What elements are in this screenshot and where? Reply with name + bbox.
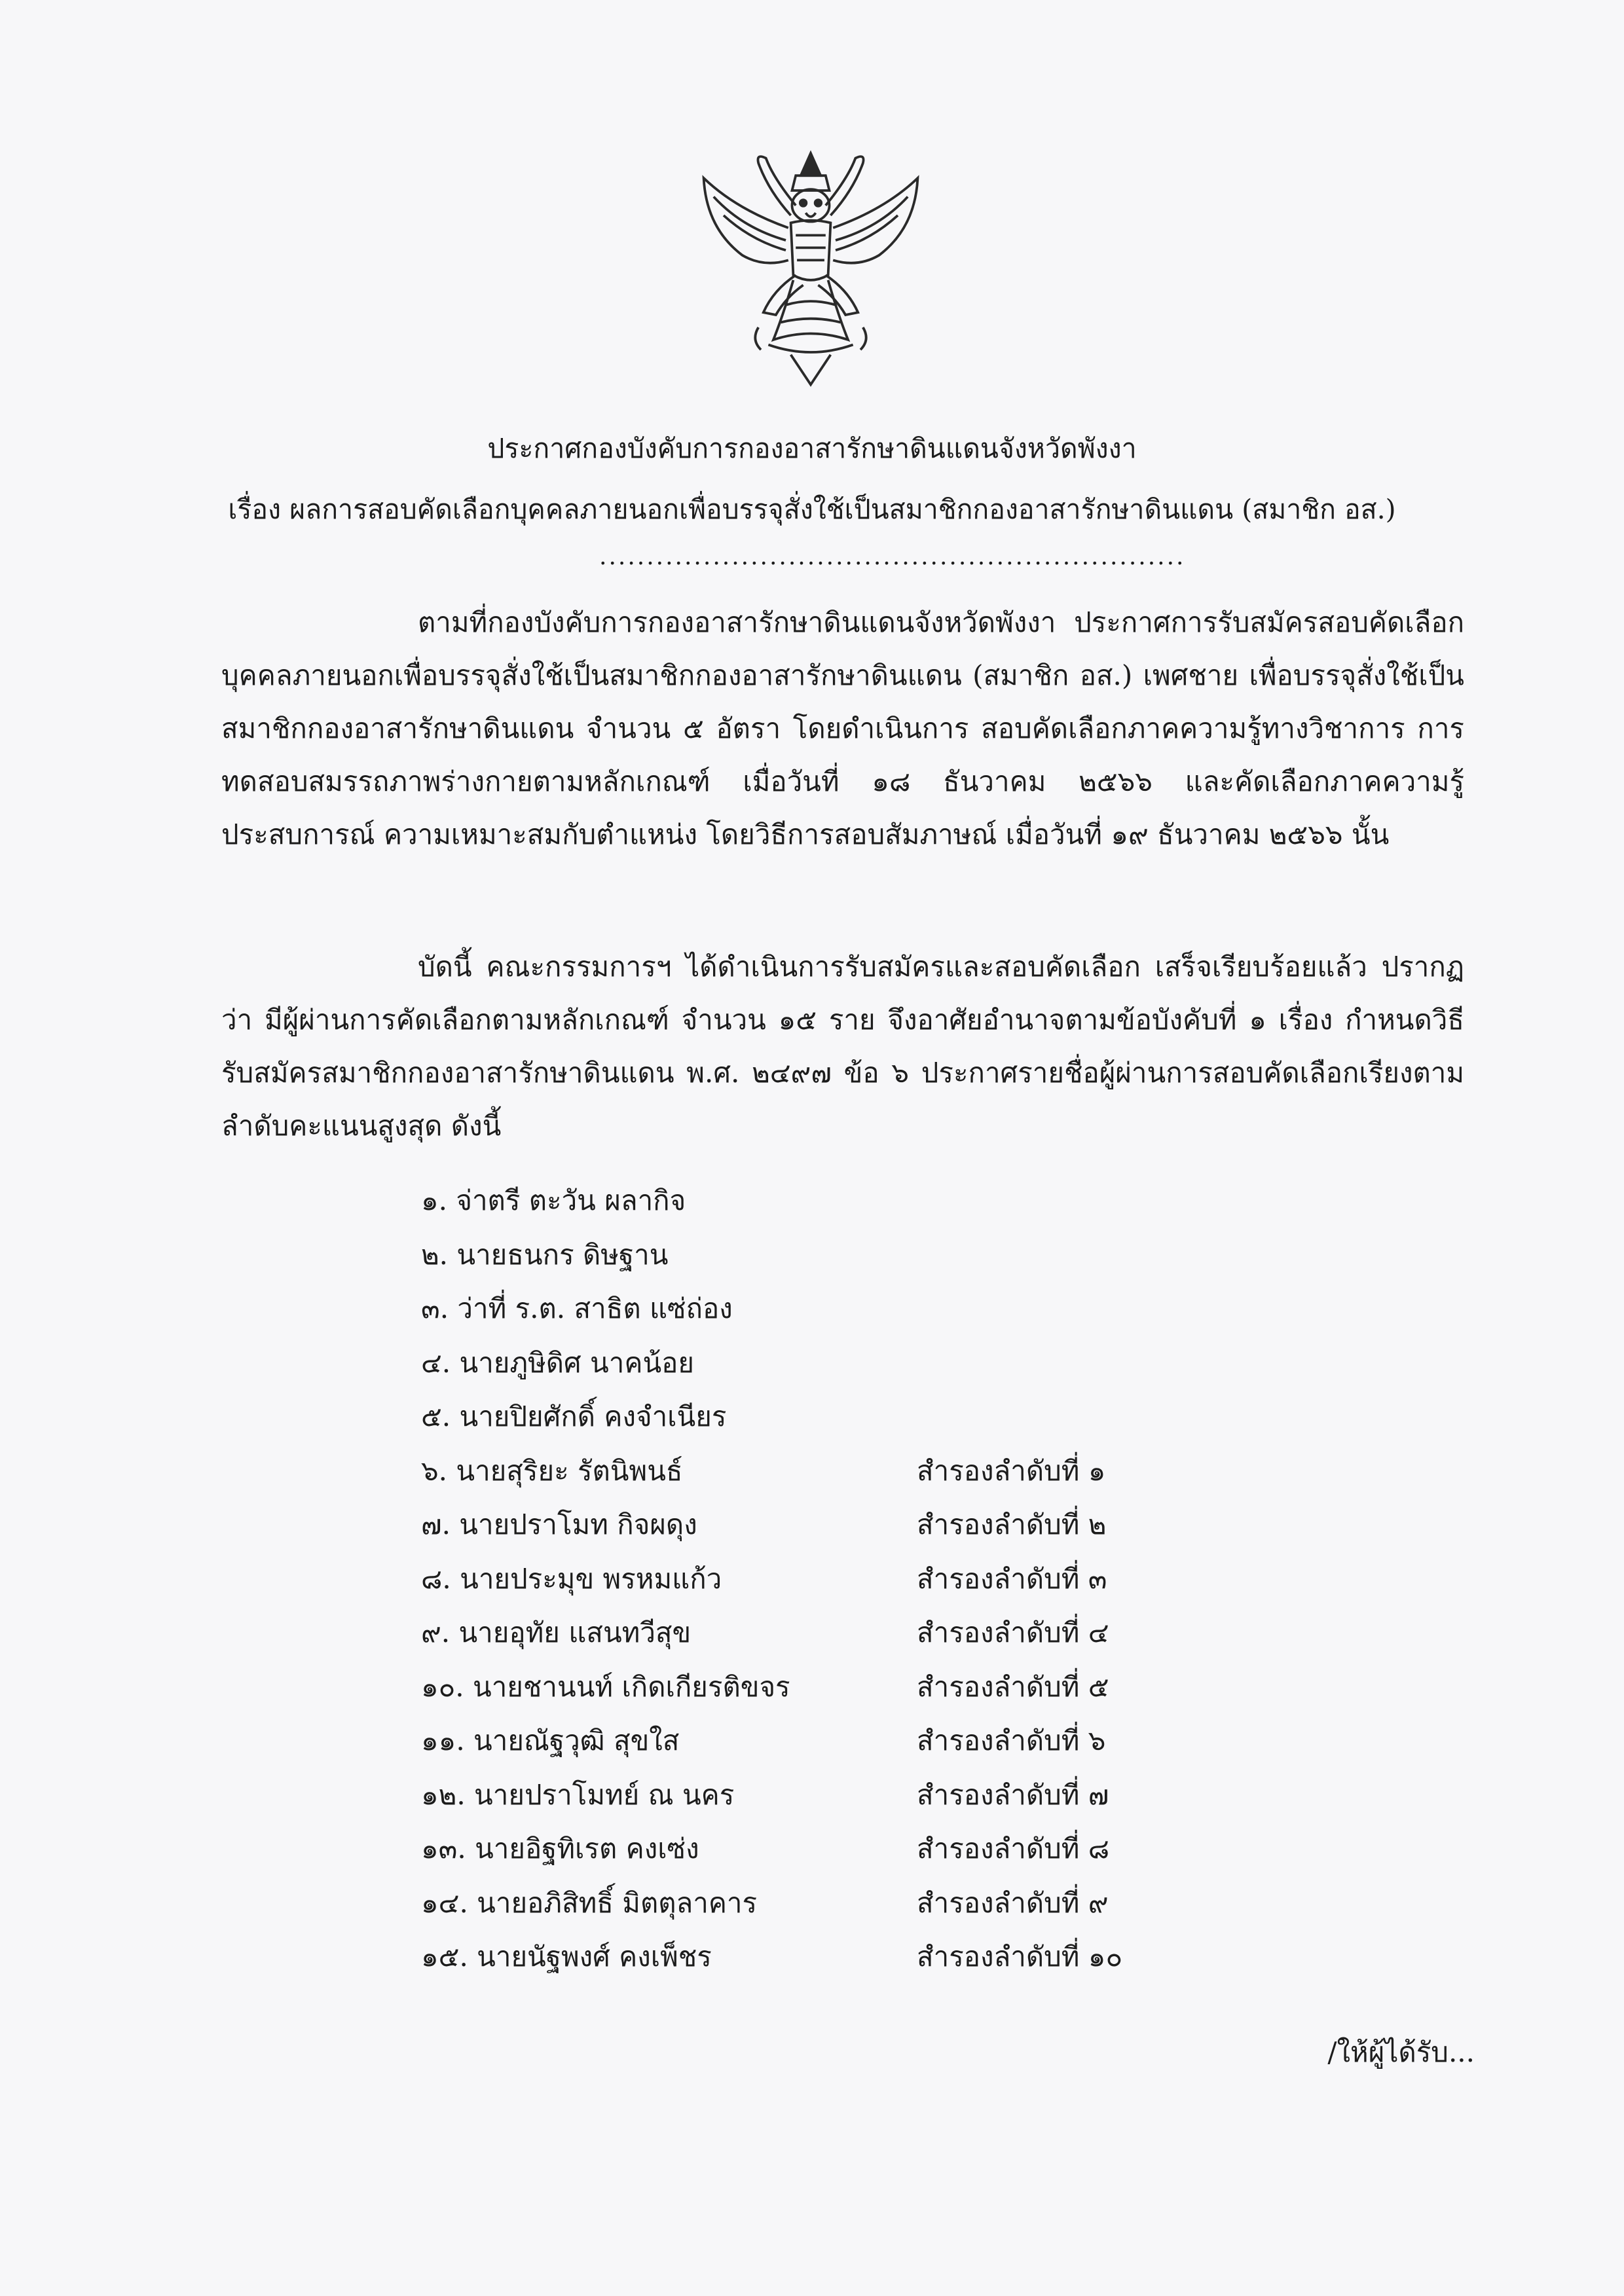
reserve-rank: สำรองลำดับที่ ๑ [917, 1454, 1106, 1487]
candidate-name: ๕. นายปิยศักดิ์ คงจำเนียร [421, 1400, 727, 1432]
candidate-name: ๑๓. นายอิฐทิเรต คงเซ่ง [421, 1832, 699, 1865]
candidate-name: ๙. นายอุทัย แสนทวีสุข [421, 1616, 692, 1649]
list-item [421, 1286, 1207, 1340]
list-item [421, 1502, 1207, 1556]
paragraph-background: ตามที่กองบังคับการกองอาสารักษาดินแดนจังหวัดพังงา ประกาศการรับสมัครสอบคัดเลือกบุคคลภายนอกเพื่อบรรจุสั่งใช้เป็นสมาชิกกองอาสารักษาดินแดน (สมาชิก อส.) เพศชาย เพื่อบรรจุสั่งใช้เป็นสมาชิกกองอาสารักษาดินแดน จำนวน ๕ อัตรา โดยดำเนินการ สอบคัดเลือกภาคความรู้ทางวิชาการ การทดสอบสมรรถภาพร่างกายตามหลักเกณฑ์ เมื่อวันที่ ๑๘ ธันวาคม ๒๕๖๖ และคัดเลือกภาคความรู้ ประสบการณ์ ความเหมาะสมกับตำแหน่ง โดยวิธีการสอบสัมภาษณ์ เมื่อวันที่ ๑๙ ธันวาคม ๒๕๖๖ นั้น [221, 606, 1464, 850]
announcement-subject: เรื่อง ผลการสอบคัดเลือกบุคคลภายนอกเพื่อบรรจุสั่งใช้เป็นสมาชิกกองอาสารักษาดินแดน (สมาชิก อส.) [228, 494, 1396, 525]
continuation-note: /ให้ผู้ได้รับ... [1327, 2036, 1475, 2068]
candidate-name: ๑๑. นายณัฐวุฒิ สุขใส [421, 1724, 680, 1757]
candidate-name: ๑๐. นายชานนท์ เกิดเกียรติขจร [421, 1670, 790, 1703]
list-item [421, 1826, 1207, 1880]
reserve-rank: สำรองลำดับที่ ๘ [917, 1832, 1110, 1865]
list-item [421, 1664, 1207, 1719]
candidate-name: ๗. นายปราโมท กิจผดุง [421, 1508, 697, 1540]
reserve-rank: สำรองลำดับที่ ๕ [917, 1670, 1109, 1703]
candidate-name: ๑๕. นายนัฐพงศ์ คงเพ็ชร [421, 1941, 712, 1973]
candidate-name: ๓. ว่าที่ ร.ต. สาธิต แซ่ถ่อง [421, 1292, 733, 1324]
announcement-title: ประกาศกองบังคับการกองอาสารักษาดินแดนจังหวัดพังงา [487, 433, 1137, 464]
list-item [421, 1934, 1207, 1988]
reserve-rank: สำรองลำดับที่ ๖ [917, 1724, 1106, 1757]
reserve-rank: สำรองลำดับที่ ๒ [917, 1508, 1107, 1540]
candidate-name: ๘. นายประมุข พรหมแก้ว [421, 1562, 722, 1595]
reserve-rank: สำรองลำดับที่ ๓ [917, 1562, 1107, 1595]
list-item [421, 1448, 1207, 1503]
list-item [421, 1178, 1207, 1232]
candidate-name: ๒. นายธนกร ดิษฐาน [421, 1238, 669, 1271]
candidate-name: ๔. นายภูษิดิศ นาคน้อย [421, 1346, 694, 1379]
list-item [421, 1610, 1207, 1664]
paragraph-announcement: บัดนี้ คณะกรรมการฯ ได้ดำเนินการรับสมัครและสอบคัดเลือก เสร็จเรียบร้อยแล้ว ปรากฏว่า มีผู้ผ่านการคัดเลือกตามหลักเกณฑ์ จำนวน ๑๕ ราย จึงอาศัยอำนาจตามข้อบังคับที่ ๑ เรื่อง กำหนดวิธีรับสมัครสมาชิกกองอาสารักษาดินแดน พ.ศ. ๒๔๙๗ ข้อ ๖ ประกาศรายชื่อผู้ผ่านการสอบคัดเลือกเรียงตามลำดับคะแนนสูงสุด ดังนี้ [221, 951, 1464, 1142]
title-separator: .............................................................. [599, 543, 1186, 570]
candidate-name: ๑. จ่าตรี ตะวัน ผลากิจ [421, 1184, 686, 1216]
reserve-rank: สำรองลำดับที่ ๑๐ [917, 1941, 1123, 1973]
reserve-rank: สำรองลำดับที่ ๔ [917, 1616, 1109, 1649]
list-item [421, 1340, 1207, 1394]
reserve-rank: สำรองลำดับที่ ๗ [917, 1778, 1109, 1811]
garuda-emblem-icon [686, 141, 935, 390]
list-item [421, 1772, 1207, 1827]
list-item [421, 1232, 1207, 1286]
candidate-name: ๑๔. นายอภิสิทธิ์ มิตตุลาคาร [421, 1886, 758, 1919]
list-item [421, 1718, 1207, 1772]
list-item [421, 1880, 1207, 1935]
candidate-name: ๑๒. นายปราโมทย์ ณ นคร [421, 1778, 735, 1811]
candidate-name: ๖. นายสุริยะ รัตนิพนธ์ [421, 1454, 683, 1487]
reserve-rank: สำรองลำดับที่ ๙ [917, 1886, 1109, 1919]
candidate-list [421, 1178, 1207, 1988]
list-item [421, 1556, 1207, 1611]
list-item [421, 1394, 1207, 1448]
